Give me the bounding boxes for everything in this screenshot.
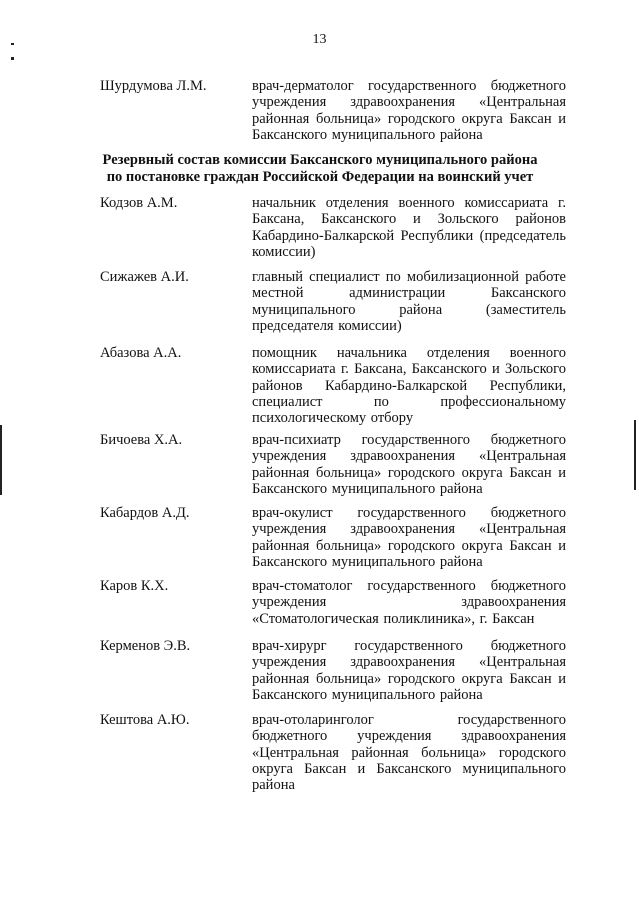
member-role: врач-дерматолог государственного бюджетного учреждения здравоохранения «Центральная районная больница» городского округа Баксан и Баксанского муниципального района [252,78,566,143]
section-title-line-2: по постановке граждан Российской Федерации на воинский учет [106,169,534,185]
section-title [60,152,580,186]
member-role: врач-стоматолог государственного бюджетного учреждения здравоохранения «Стоматологическая поликлиника», г. Баксан [252,578,566,627]
scan-edge-right [634,420,636,490]
member-name: Сижажев А.И. [100,269,189,285]
member-name: Бичоева Х.А. [100,432,183,448]
member-role: помощник начальника отделения военного комиссариата г. Баксана, Баксанского и Зольского районов Кабардино-Балкарской Республики, специалист по профессиональному психологическому отбору [252,345,566,427]
member-name: Абазова А.А. [100,345,182,361]
scan-mark-top-2 [11,57,14,60]
member-role: главный специалист по мобилизационной работе местной администрации Баксанского муниципального района (заместитель председателя комиссии) [252,269,566,334]
member-name: Кабардов А.Д. [100,505,190,521]
page-number: 13 [312,32,327,47]
scan-edge-left [0,425,2,495]
section-title-line-1: Резервный состав комиссии Баксанского муниципального района [102,152,538,168]
member-role: врач-хирург государственного бюджетного учреждения здравоохранения «Центральная районная больница» городского округа Баксан и Баксанского муниципального района [252,638,566,703]
member-role: врач-окулист государственного бюджетного учреждения здравоохранения «Центральная районная больница» городского округа Баксан и Баксанского муниципального района [252,505,566,570]
member-role: врач-психиатр государственного бюджетного учреждения здравоохранения «Центральная районная больница» городского округа Баксан и Баксанского муниципального района [252,432,566,497]
member-role: врач-отоларинголог государственного бюджетного учреждения здравоохранения «Центральная районная больница» городского округа Баксан и Баксанского муниципального района [252,712,566,794]
member-name: Шурдумова Л.М. [100,78,207,94]
member-role: начальник отделения военного комиссариата г. Баксана, Баксанского и Зольского районов Кабардино-Балкарской Республики (председатель комиссии) [252,195,566,260]
member-name: Кештова А.Ю. [100,712,190,728]
member-name: Керменов Э.В. [100,638,191,654]
member-name: Кодзов А.М. [100,195,178,211]
member-name: Каров К.Х. [100,578,169,594]
